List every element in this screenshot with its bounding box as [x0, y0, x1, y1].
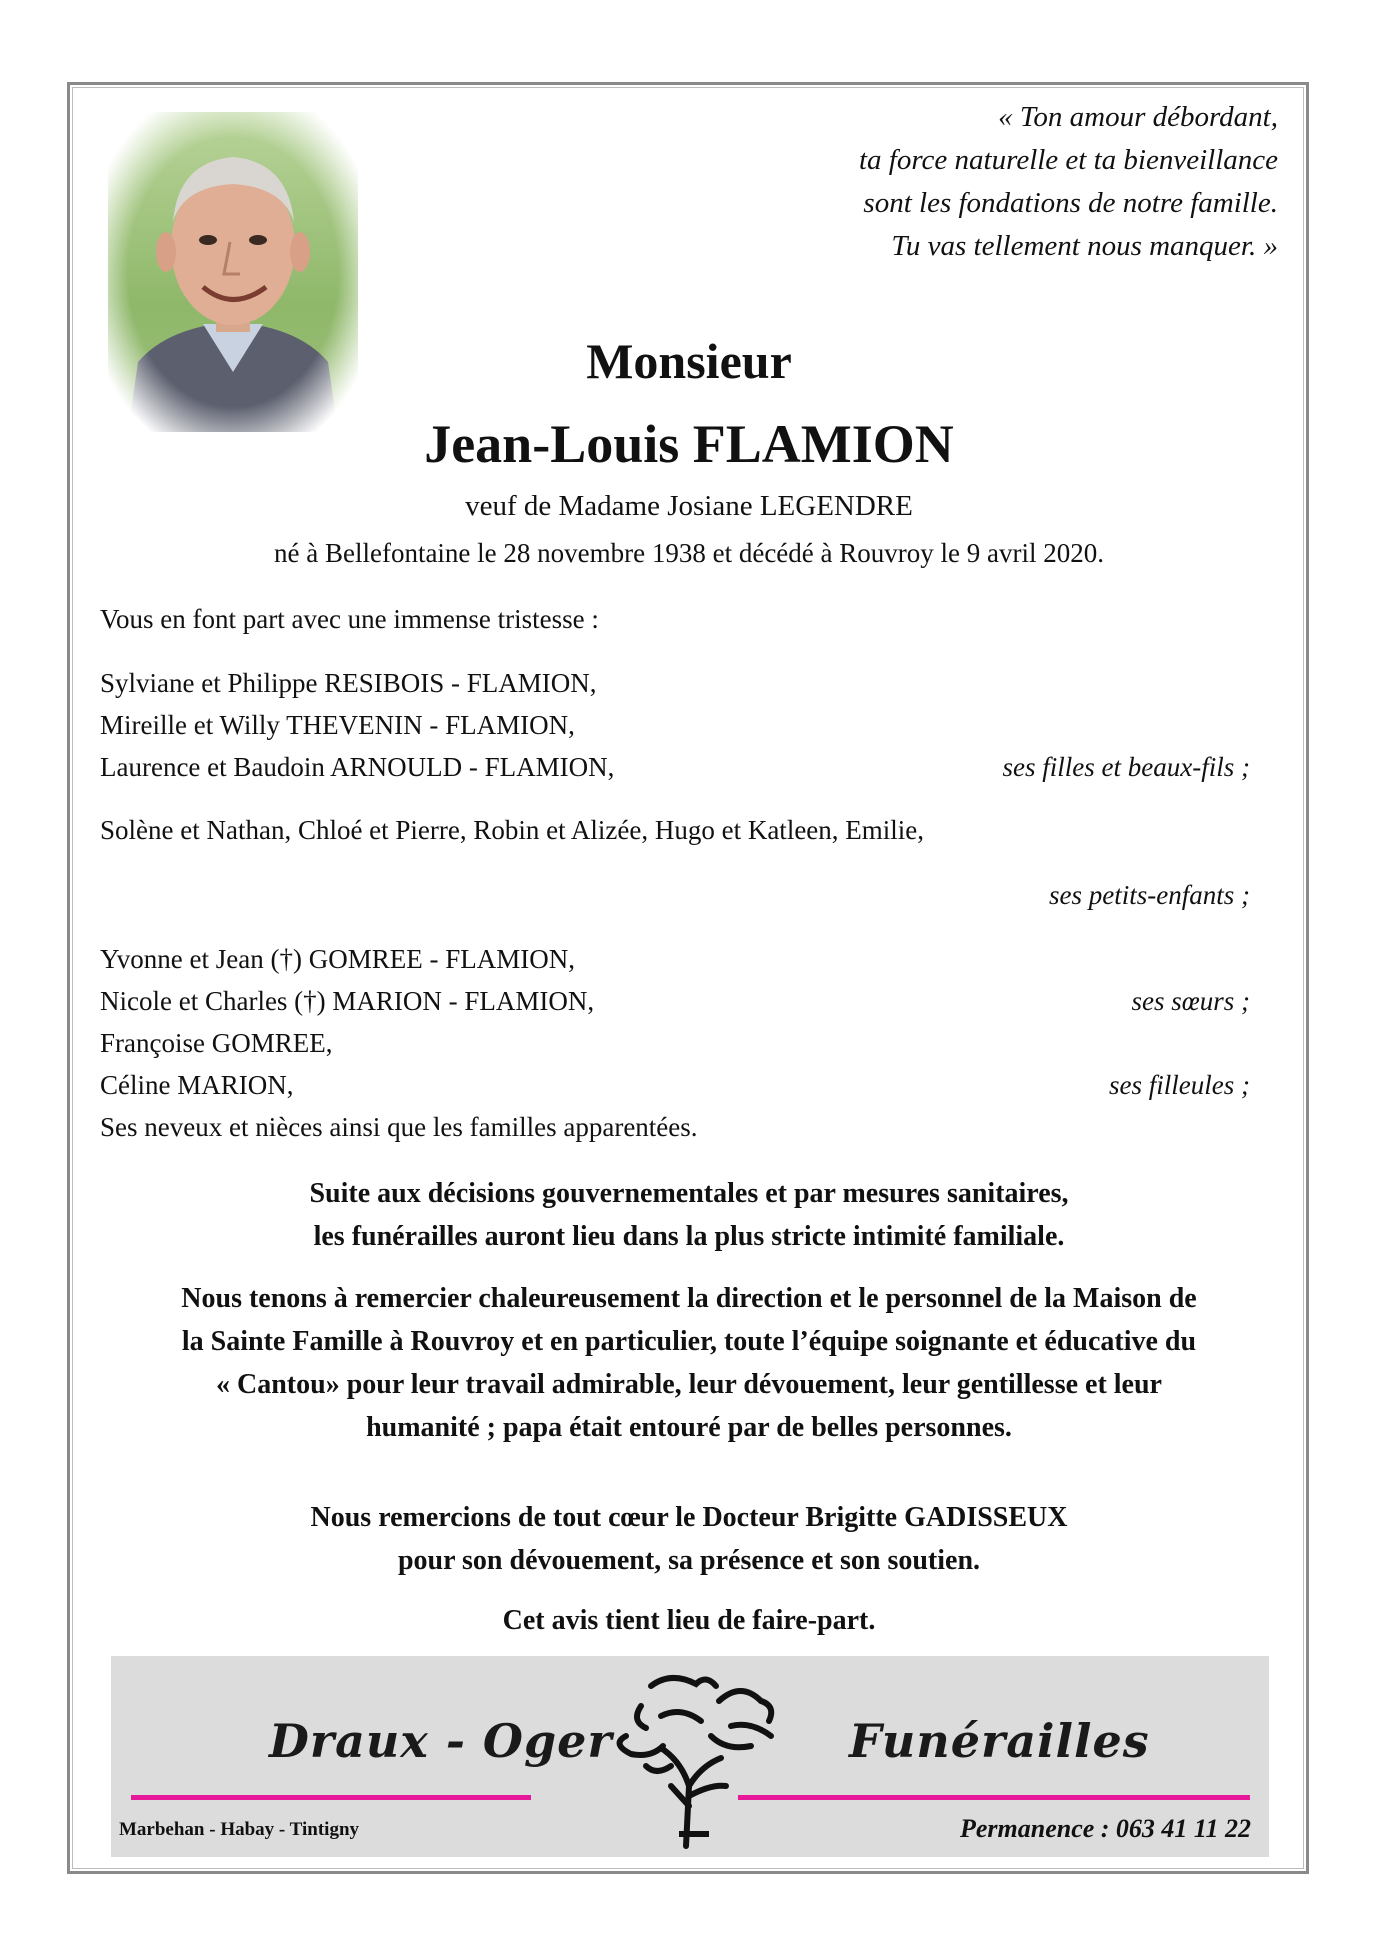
accent-line — [131, 1795, 531, 1800]
family-line: Ses neveux et nièces ainsi que les familles apparentées. — [100, 1112, 698, 1142]
notice-line: humanité ; papa était entouré par de belles personnes. — [366, 1412, 1012, 1443]
brand-suffix: Funérailles — [849, 1714, 1150, 1768]
notice-line: la Sainte Famille à Rouvroy et en particulier, toute l’équipe soignante et éducative du — [181, 1326, 1197, 1357]
family-line: Yvonne et Jean (†) GOMREE - FLAMION, — [100, 944, 575, 974]
quote-line: sont les fondations de notre famille. — [863, 187, 1278, 219]
permanence-phone: Permanence : 063 41 11 22 — [959, 1814, 1251, 1843]
notice-line: Nous remercions de tout cœur le Docteur Brigitte GADISSEUX — [310, 1502, 1068, 1533]
quote-line: Tu vas tellement nous manquer. » — [891, 230, 1278, 262]
notice-line: les funérailles auront lieu dans la plus stricte intimité familiale. — [313, 1221, 1065, 1252]
thanks-notice — [90, 1277, 1288, 1449]
covid-notice — [90, 1172, 1288, 1258]
closing-line: Cet avis tient lieu de faire-part. — [502, 1605, 876, 1636]
family-line: Céline MARION, — [100, 1070, 294, 1100]
grandchildren-line: Solène et Nathan, Chloé et Pierre, Robin et Alizée, Hugo et Katleen, Emilie, — [100, 815, 925, 845]
family-line: Françoise GOMREE, — [100, 1028, 333, 1058]
locations: Marbehan - Habay - Tintigny — [119, 1819, 360, 1840]
relation-label: ses filles et beaux-fils ; — [1002, 752, 1250, 782]
notice-line: Nous tenons à remercier chaleureusement la direction et le personnel de la Maison de — [181, 1283, 1197, 1314]
family-line: Mireille et Willy THEVENIN - FLAMION, — [100, 710, 575, 740]
brand-name: Draux - Oger — [269, 1714, 613, 1768]
family-line: Sylviane et Philippe RESIBOIS - FLAMION, — [100, 668, 597, 698]
family-line: Laurence et Baudoin ARNOULD - FLAMION, — [100, 752, 615, 782]
relation-label: ses sœurs ; — [1131, 986, 1250, 1016]
quote — [718, 96, 1278, 268]
widow-of: veuf de Madame Josiane LEGENDRE — [465, 490, 913, 522]
quote-line: « Ton amour débordant, — [998, 101, 1278, 133]
notice-line: Suite aux décisions gouvernementales et par mesures sanitaires, — [309, 1178, 1069, 1209]
quote-line: ta force naturelle et ta bienveillance — [858, 144, 1278, 176]
deceased-name: Jean-Louis FLAMION — [424, 414, 954, 474]
tree-icon — [601, 1666, 791, 1851]
birth-death-info: né à Bellefontaine le 28 novembre 1938 et décédé à Rouvroy le 9 avril 2020. — [274, 538, 1104, 568]
relation-label: ses filleules ; — [1109, 1070, 1250, 1100]
accent-line — [738, 1795, 1250, 1800]
funeral-home-banner — [111, 1656, 1269, 1857]
notice-line: « Cantou» pour leur travail admirable, leur dévouement, leur gentillesse et leur — [216, 1369, 1162, 1400]
family-line: Nicole et Charles (†) MARION - FLAMION, — [100, 986, 595, 1016]
relation-label: ses petits-enfants ; — [1049, 880, 1250, 910]
announcement-intro: Vous en font part avec une immense tristesse : — [100, 604, 599, 634]
notice-line: pour son dévouement, sa présence et son soutien. — [397, 1545, 981, 1576]
doctor-thanks — [90, 1496, 1288, 1582]
honorific: Monsieur — [586, 333, 792, 389]
